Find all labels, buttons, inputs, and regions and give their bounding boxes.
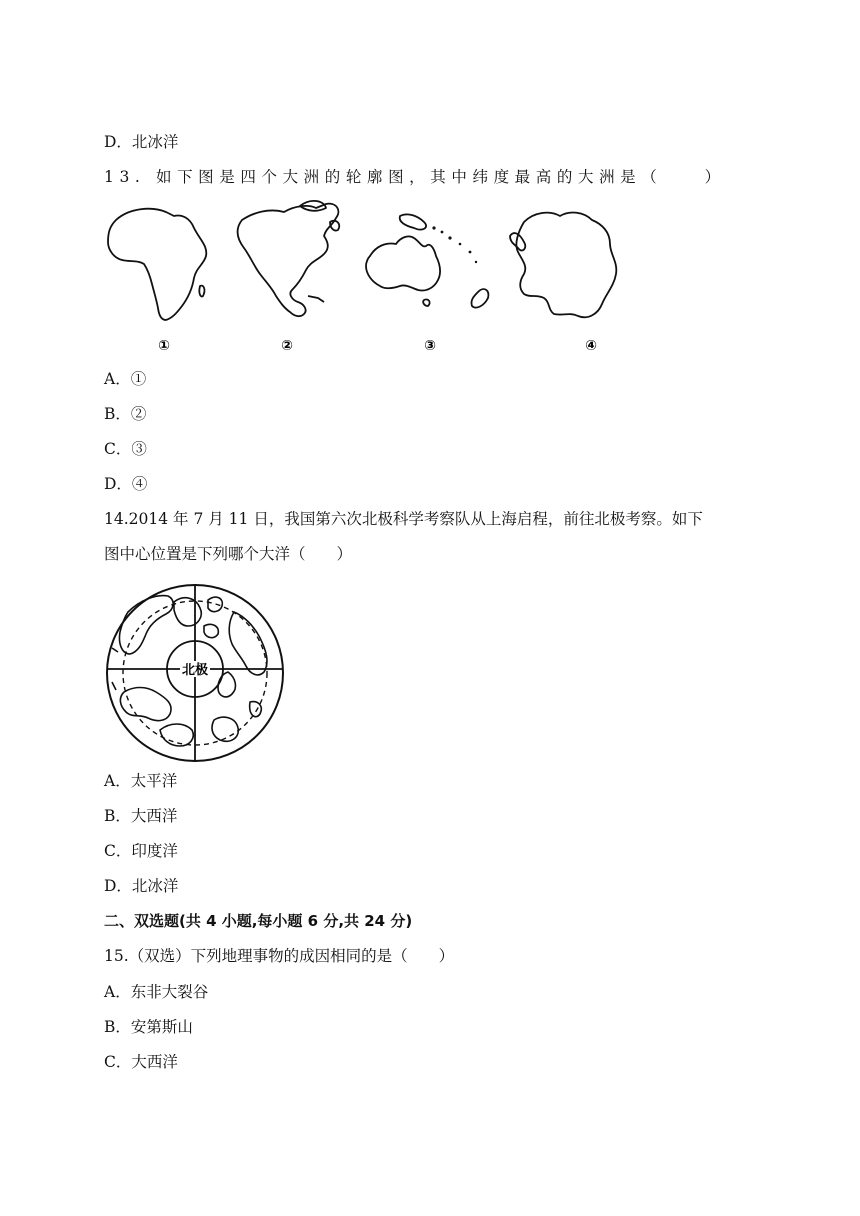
q15-option-a: A．东非大裂谷 <box>104 983 209 1001</box>
figure-label-1: ① <box>158 338 170 354</box>
q13-option-a: A．① <box>104 370 147 388</box>
q13-stem: 13. 如下图是四个大洲的轮廓图，其中纬度最高的大洲是（ ） <box>104 168 726 186</box>
antarctica-outline <box>516 213 616 318</box>
q12-option-d: D．北冰洋 <box>104 133 179 151</box>
q14-option-d: D．北冰洋 <box>104 877 179 895</box>
q15-option-c: C．大西洋 <box>104 1053 178 1071</box>
figure-label-4: ④ <box>585 338 597 354</box>
q14-stem-line2: 图中心位置是下列哪个大洋（ ） <box>104 545 353 563</box>
q14-arctic-map-figure <box>104 582 286 764</box>
q13-continent-outlines-figure <box>104 198 644 358</box>
q13-option-b: B．② <box>104 405 147 423</box>
q14-option-c: C．印度洋 <box>104 842 178 860</box>
q15-option-b: B．安第斯山 <box>104 1018 193 1036</box>
q14-option-b: B．大西洋 <box>104 807 178 825</box>
north-pole-label: 北极 <box>181 663 209 678</box>
q13-option-c: C．③ <box>104 440 147 458</box>
australia-outline <box>366 236 440 290</box>
q14-stem-line1: 14.2014 年 7 月 11 日，我国第六次北极科学考察队从上海启程，前往北极考察。如下 <box>104 510 703 528</box>
north-america-outline <box>238 204 339 316</box>
q14-option-a: A．太平洋 <box>104 772 178 790</box>
africa-outline <box>108 209 206 320</box>
q15-stem: 15.（双选）下列地理事物的成因相同的是（ ） <box>104 947 455 965</box>
figure-label-2: ② <box>281 338 293 354</box>
q13-option-d: D．④ <box>104 475 148 493</box>
figure-label-3: ③ <box>424 338 436 354</box>
section2-heading: 二、双选题(共 4 小题,每小题 6 分,共 24 分) <box>104 912 413 930</box>
